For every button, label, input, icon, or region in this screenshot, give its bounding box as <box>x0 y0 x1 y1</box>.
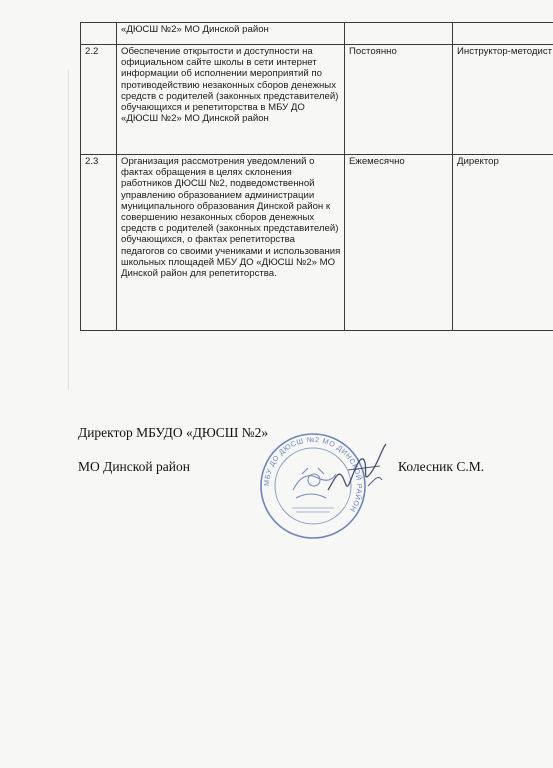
row-period <box>345 23 453 45</box>
row-number <box>81 23 117 45</box>
row-responsible: Директор <box>453 155 553 331</box>
row-description: Организация рассмотрения уведомлений о фактах обращения в целях склонения работников ДЮСШ №2, подведомственной управлению образованием администрации муниципального образования Динской район к совершению незаконных сборов денежных средств с родителей (законных представителей) обучающихся, о фактах репетиторства педагогов со своими учениками и использования школьных площадей МБУ ДО «ДЮСШ №2» МО Динской район для репетиторства. <box>117 155 345 331</box>
row-description: «ДЮСШ №2» МО Динской район <box>117 23 345 45</box>
signatory-organization: МО Динской район <box>78 459 190 474</box>
row-period: Ежемесячно <box>345 155 453 331</box>
measures-table <box>80 22 553 331</box>
handwritten-signature <box>320 440 400 500</box>
row-responsible <box>453 23 553 45</box>
signatory-position: Директор МБУДО «ДЮСШ №2» <box>78 425 269 440</box>
row-responsible: Инструктор-методист <box>453 45 553 155</box>
row-description: Обеспечение открытости и доступности на официальном сайте школы в сети интернет информации об исполнении мероприятий по противодействию незаконных сборов денежных средств с родителей (законных представителей) обучающихся и репетиторства в МБУ ДО «ДЮСШ №2» МО Динской район <box>117 45 345 155</box>
row-number: 2.3 <box>81 155 117 331</box>
stamp-inner-lines <box>292 508 334 512</box>
row-number: 2.2 <box>81 45 117 155</box>
row-period: Постоянно <box>345 45 453 155</box>
signatory-name: Колесник С.М. <box>398 459 485 474</box>
table-row <box>81 23 553 45</box>
table-row <box>81 45 553 155</box>
scan-margin-line <box>68 70 69 390</box>
table-row <box>81 155 553 331</box>
stamp-ring-text: МБУ ДО ДЮСШ №2 МО ДИНСКОЙ РАЙОН <box>261 434 365 514</box>
